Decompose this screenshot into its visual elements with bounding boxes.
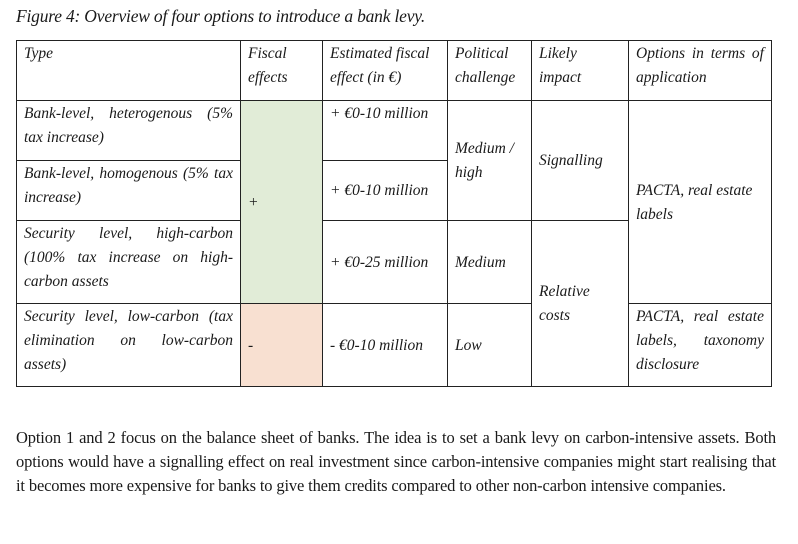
- application-pacta-taxonomy: PACTA, real estate labels, taxonomy disclosure: [629, 304, 772, 387]
- application-pacta-real-estate: PACTA, real estate labels: [629, 101, 772, 304]
- header-fiscal-effects: Fiscal effects: [241, 41, 323, 101]
- political-challenge-medium-high: Medium / high: [448, 101, 532, 221]
- table-header-row: [17, 41, 772, 101]
- body-paragraph: Option 1 and 2 focus on the balance sheet of banks. The idea is to set a bank levy on carbon-intensive assets. Both options would have a signalling effect on real investment since carbon-intensive companies might start realising that it becomes more expensive for banks to give them credits compared to other non-carbon intensive companies.: [16, 428, 776, 495]
- bank-levy-options-table: [16, 40, 772, 387]
- header-estimated-fiscal-effect: Estimated fiscal effect (in €): [323, 41, 448, 101]
- header-type: Type: [17, 41, 241, 101]
- header-options-application: Options in terms of application: [629, 41, 772, 101]
- likely-impact-signalling: Signalling: [532, 101, 629, 221]
- likely-impact-relative-costs: Relative costs: [532, 221, 629, 387]
- row-type-security-low-carbon: Security level, low-carbon (tax elimination on low-carbon assets): [17, 304, 241, 387]
- row-type-bank-homogenous: Bank-level, homogenous (5% tax increase): [17, 161, 241, 221]
- header-political-challenge: Political challenge: [448, 41, 532, 101]
- figure-caption: Figure 4: Overview of four options to introduce a bank levy.: [16, 6, 426, 26]
- fiscal-effect-positive: +: [241, 101, 323, 304]
- header-likely-impact: Likely impact: [532, 41, 629, 101]
- row-type-bank-heterogenous: Bank-level, heterogenous (5% tax increase): [17, 101, 241, 161]
- table-row: [17, 101, 772, 161]
- political-challenge-medium: Medium: [448, 221, 532, 304]
- table-row: [17, 304, 772, 387]
- row-estimate-bank-homogenous: + €0-10 million: [323, 161, 448, 221]
- row-estimate-security-low-carbon: - €0-10 million: [323, 304, 448, 387]
- row-estimate-security-high-carbon: + €0-25 million: [323, 221, 448, 304]
- row-type-security-high-carbon: Security level, high-carbon (100% tax increase on high-carbon assets: [17, 221, 241, 304]
- row-estimate-bank-heterogenous: + €0-10 million: [323, 101, 448, 161]
- fiscal-effect-negative: -: [241, 304, 323, 387]
- political-challenge-low: Low: [448, 304, 532, 387]
